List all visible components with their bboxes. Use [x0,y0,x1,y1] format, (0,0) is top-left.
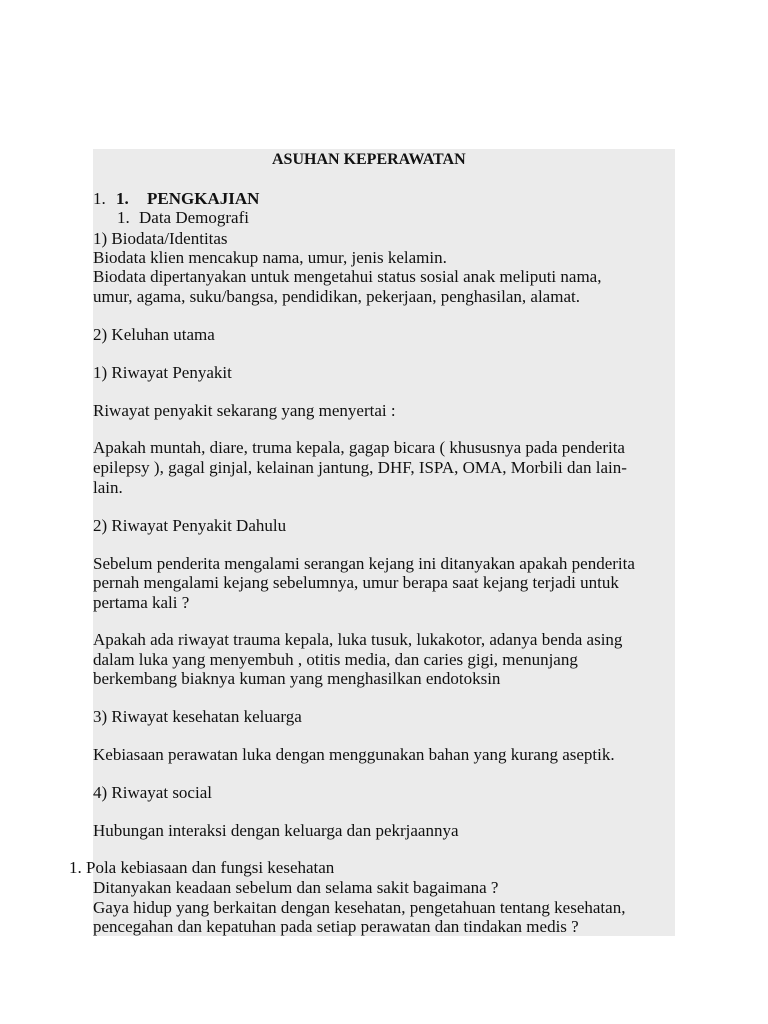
list-item-pola-kebiasaan: 1. Pola kebiasaan dan fungsi kesehatan [69,858,335,877]
paragraph-line: berkembang biaknya kuman yang menghasilkan endotoksin [93,669,501,688]
list-item-riwayat-dahulu: 2) Riwayat Penyakit Dahulu [93,516,287,535]
paragraph-line: lain. [93,478,123,497]
paragraph-line: Gaya hidup yang berkaitan dengan kesehatan, pengetahuan tentang kesehatan, [93,898,626,917]
paragraph-line: Riwayat penyakit sekarang yang menyertai : [93,401,396,420]
subsection-number: 1. [117,208,130,227]
list-item-riwayat-keluarga: 3) Riwayat kesehatan keluarga [93,707,302,726]
paragraph-line: Kebiasaan perawatan luka dengan menggunakan bahan yang kurang aseptik. [93,745,615,764]
paragraph-line: Ditanyakan keadaan sebelum dan selama sakit bagaimana ? [93,878,499,897]
paragraph-line: Sebelum penderita mengalami serangan kejang ini ditanyakan apakah penderita [93,554,635,573]
paragraph-line: Biodata klien mencakup nama, umur, jenis kelamin. [93,248,447,267]
list-item-riwayat-social: 4) Riwayat social [93,783,212,802]
paragraph-line: Biodata dipertanyakan untuk mengetahui status sosial anak meliputi nama, [93,267,602,286]
section-heading: PENGKAJIAN [147,189,260,208]
paragraph-line: epilepsy ), gagal ginjal, kelainan jantung, DHF, ISPA, OMA, Morbili dan lain- [93,458,627,477]
document-title: ASUHAN KEPERAWATAN [272,151,466,168]
paragraph-line: pencegahan dan kepatuhan pada setiap perawatan dan tindakan medis ? [93,917,579,936]
paragraph-line: pernah mengalami kejang sebelumnya, umur berapa saat kejang terjadi untuk [93,573,619,592]
paragraph-line: dalam luka yang menyembuh , otitis media, dan caries gigi, menunjang [93,650,578,669]
paragraph-line: Apakah ada riwayat trauma kepala, luka tusuk, lukakotor, adanya benda asing [93,630,623,649]
section-number-inner: 1. [116,189,129,208]
paragraph-line: pertama kali ? [93,593,190,612]
list-item-keluhan: 2) Keluhan utama [93,325,215,344]
paragraph-line: Apakah muntah, diare, truma kepala, gagap bicara ( khususnya pada penderita [93,438,625,457]
paragraph-line: umur, agama, suku/bangsa, pendidikan, pekerjaan, penghasilan, alamat. [93,287,580,306]
subsection-label: Data Demografi [139,208,249,227]
paragraph-line: Hubungan interaksi dengan keluarga dan pekrjaannya [93,821,459,840]
list-item-biodata: 1) Biodata/Identitas [93,229,228,248]
section-number-outer: 1. [93,189,106,208]
list-item-riwayat-penyakit: 1) Riwayat Penyakit [93,363,232,382]
